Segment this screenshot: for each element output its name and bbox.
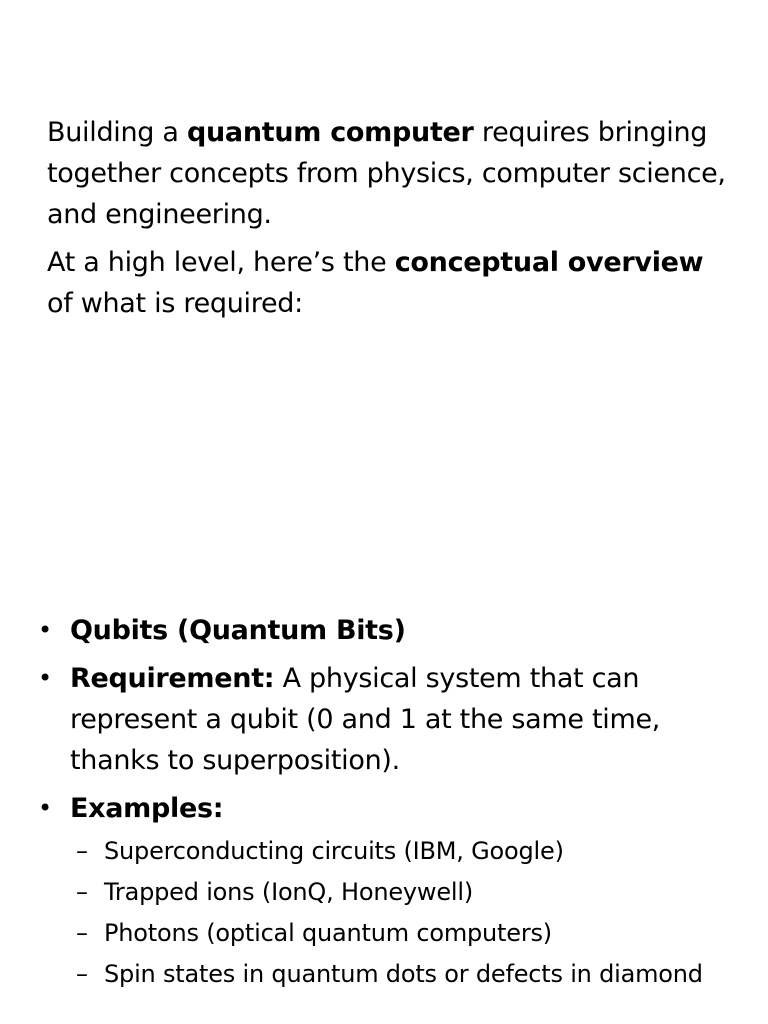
bullet-icon: • [38,664,52,692]
bullet-list [0,610,768,1002]
intro-paragraph-2 [47,242,737,324]
dash-icon: – [76,919,88,947]
example-item [70,954,728,995]
dash-icon: – [76,960,88,988]
bullet-examples [0,788,768,995]
examples-sublist [70,831,728,995]
bullet-qubits [0,610,768,651]
example-text: Trapped ions (IonQ, Honeywell) [104,878,473,906]
dash-icon: – [76,878,88,906]
example-item [70,913,728,954]
example-text: Spin states in quantum dots or defects in diamond [104,960,703,988]
example-item [70,831,728,872]
dash-icon: – [76,837,88,865]
bullet-requirement [0,658,768,781]
example-text: Photons (optical quantum computers) [104,919,552,947]
requirement-text: A physical system that can represent a qubit (0 and 1 at the same time, thanks to superposition). [70,663,661,776]
intro-p1-pre: Building a [47,117,187,148]
intro-paragraph-1 [47,112,737,235]
intro-p1-post: requires bringing together concepts from physics, computer science, and engineering. [47,117,726,230]
intro-p2-post: of what is required: [47,288,303,319]
requirement-label: Requirement: [70,663,275,694]
bullet-icon: • [38,794,52,822]
intro-p1-bold: quantum computer [186,117,474,148]
intro-p2-bold: conceptual overview [394,247,704,278]
examples-label: Examples: [70,793,224,824]
qubits-heading: Qubits (Quantum Bits) [70,615,406,646]
bullet-icon: • [38,616,52,644]
example-item [70,872,728,913]
intro-p2-pre: At a high level, here’s the [47,247,395,278]
example-text: Superconducting circuits (IBM, Google) [104,837,564,865]
intro-section [47,112,737,324]
